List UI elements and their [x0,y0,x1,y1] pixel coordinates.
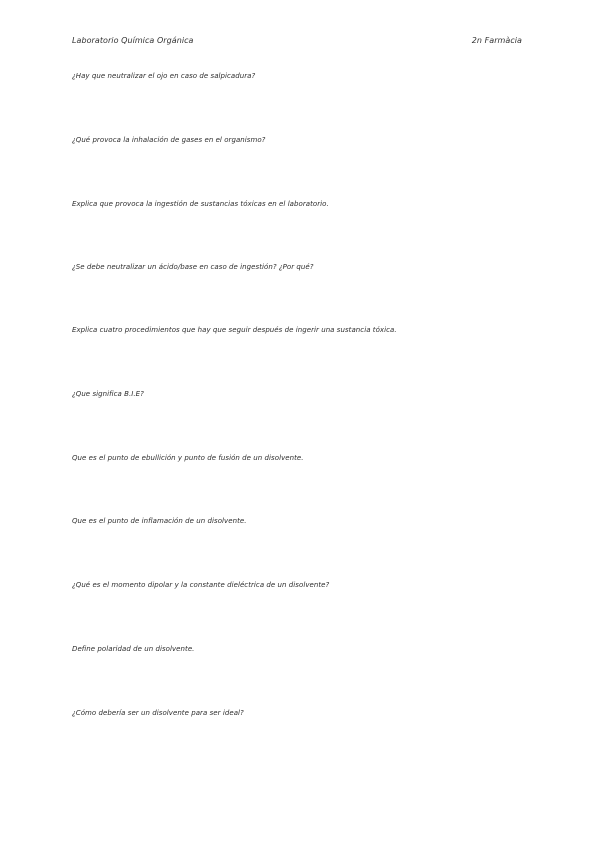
question-6: ¿Que significa B.I.E? [72,390,144,398]
question-3: Explica que provoca la ingestión de sustancias tóxicas en el laboratorio. [72,200,329,208]
question-5: Explica cuatro procedimientos que hay que seguir después de ingerir una sustancia tóxica. [72,326,397,334]
question-7: Que es el punto de ebullición y punto de fusión de un disolvente. [72,454,304,462]
header-course-level: 2n Farmàcia [471,36,522,45]
question-2: ¿Qué provoca la inhalación de gases en el organismo? [72,136,266,144]
question-9: ¿Qué es el momento dipolar y la constante dieléctrica de un disolvente? [72,581,330,589]
question-4: ¿Se debe neutralizar un ácido/base en caso de ingestión? ¿Por qué? [72,263,314,271]
question-11: ¿Cómo debería ser un disolvente para ser ideal? [72,709,244,717]
header-course-title: Laboratorio Química Orgánica [72,36,194,45]
question-8: Que es el punto de inflamación de un disolvente. [72,517,247,525]
question-1: ¿Hay que neutralizar el ojo en caso de salpicadura? [72,72,256,80]
question-10: Define polaridad de un disolvente. [72,645,195,653]
